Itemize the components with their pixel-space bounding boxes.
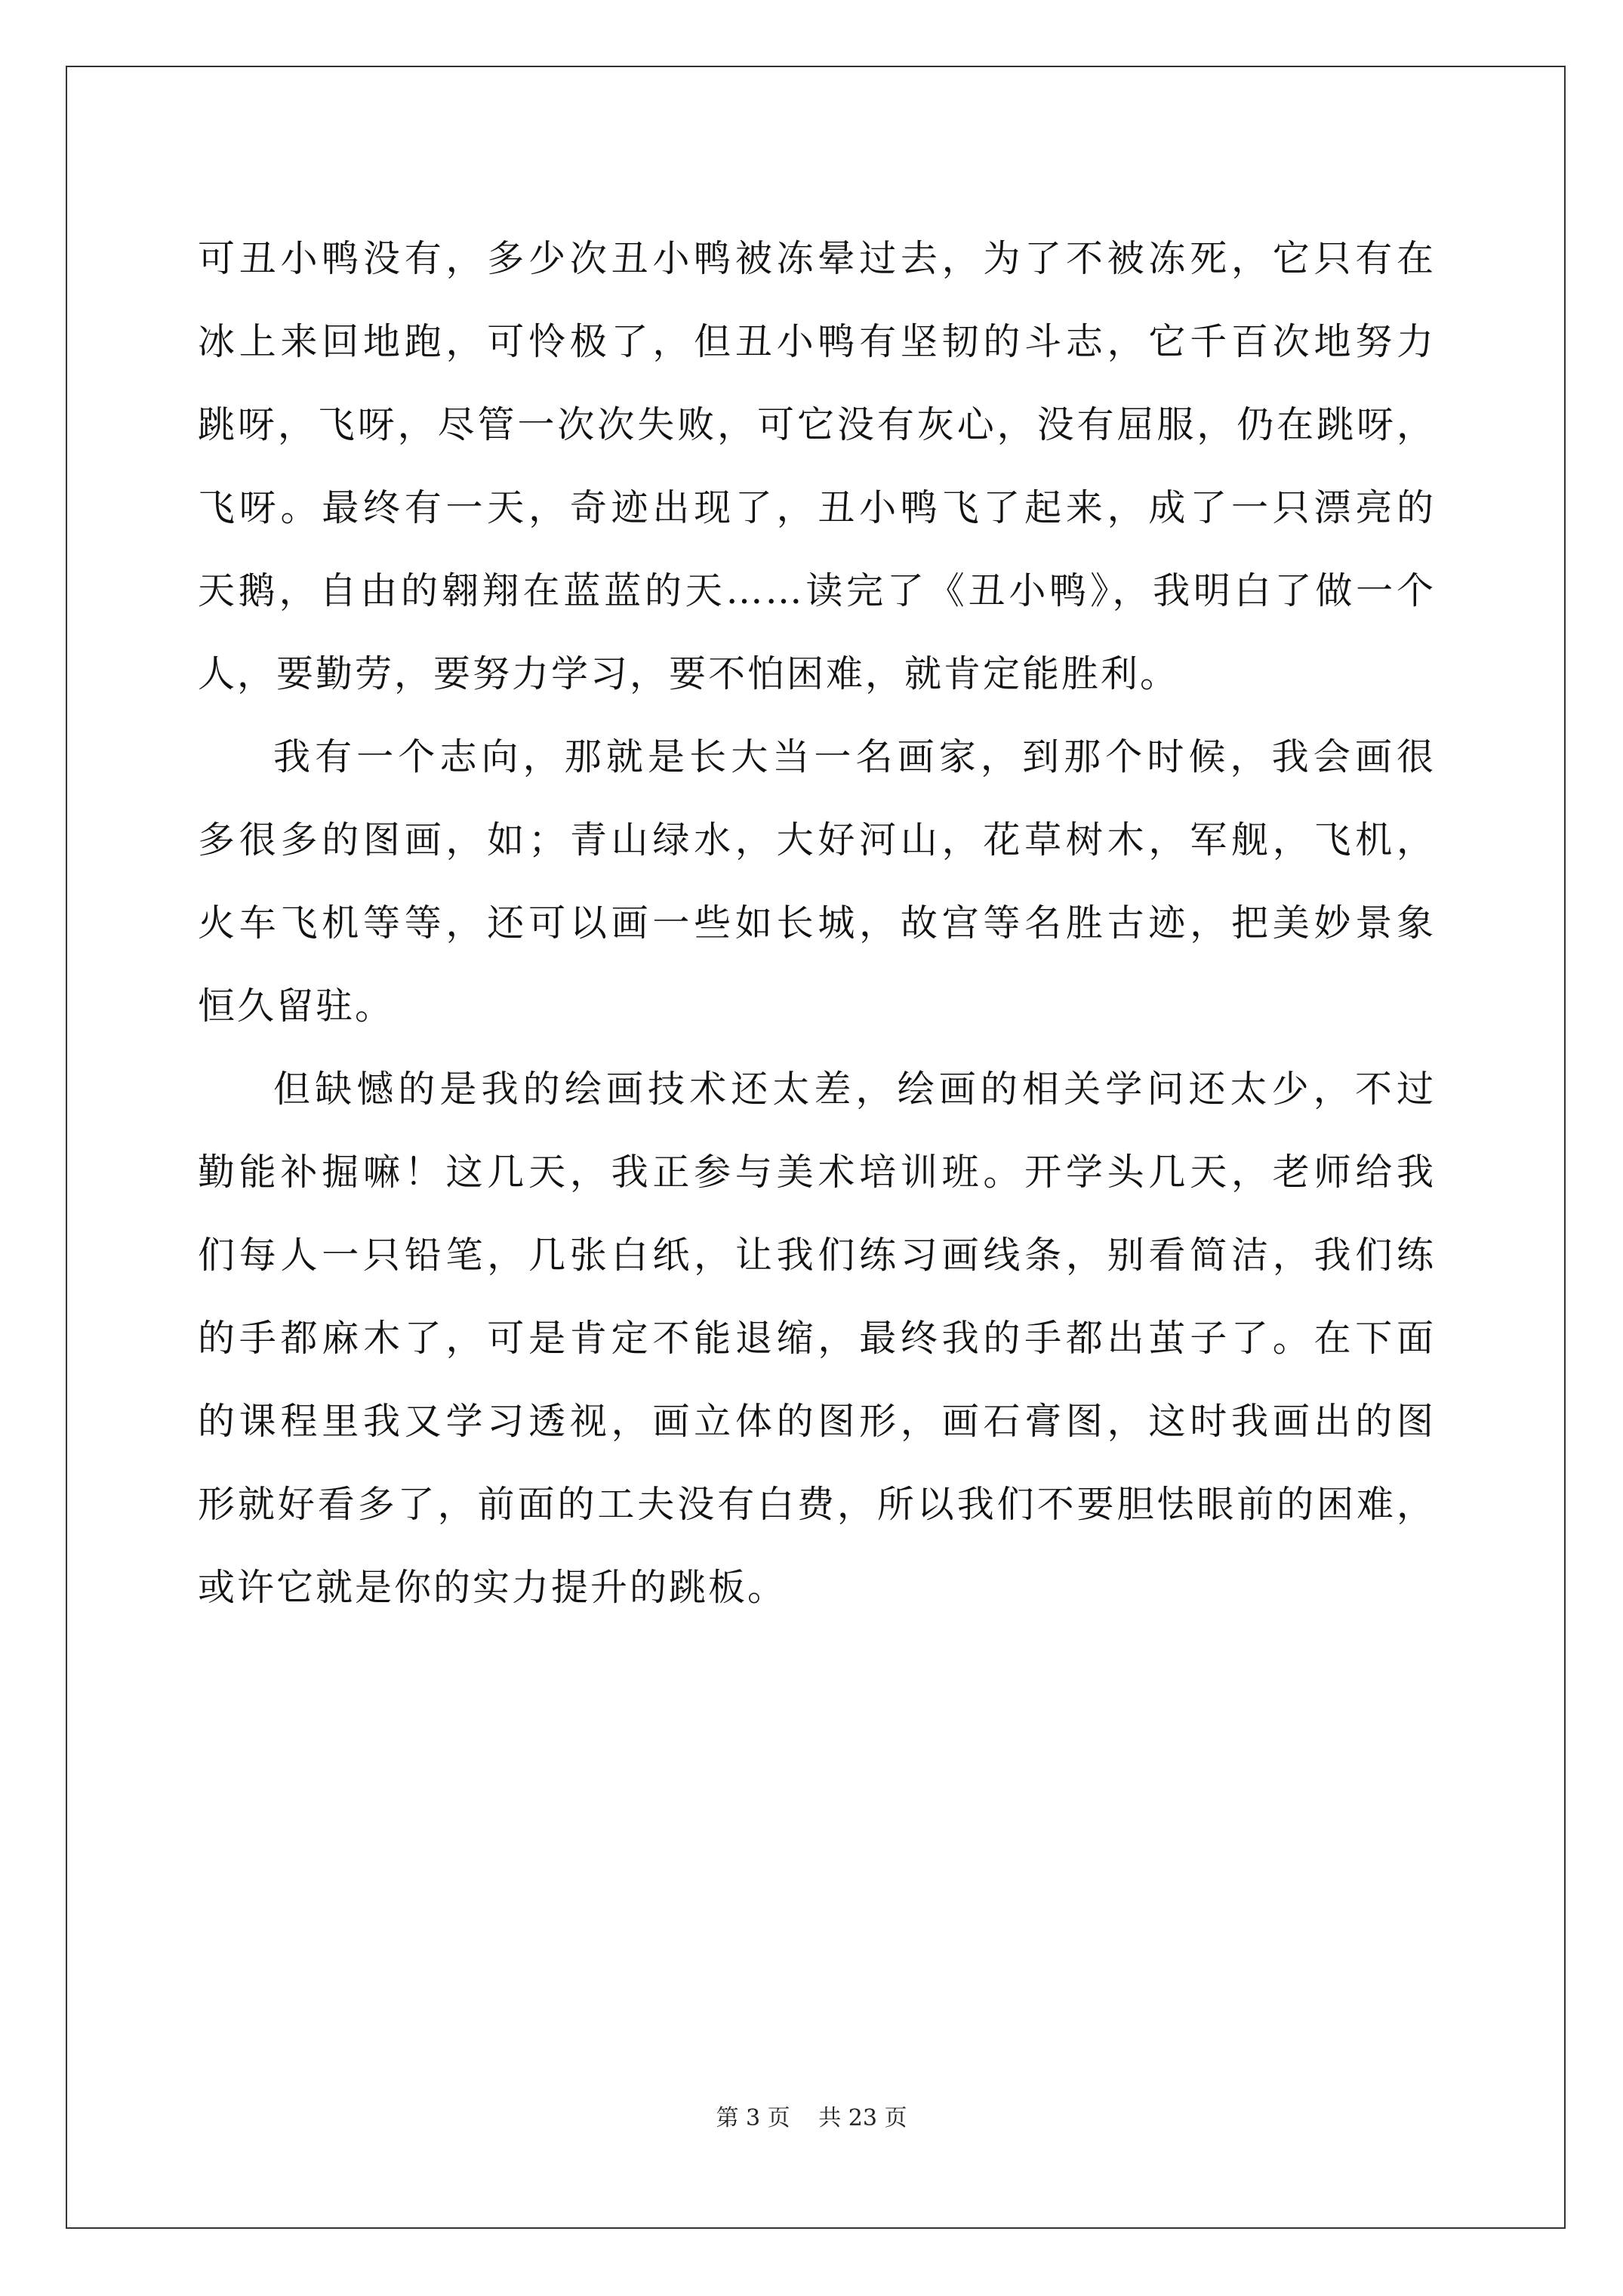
text-line: 或许它就是你的实力提升的跳板。 xyxy=(198,1566,787,1609)
text-line: 恒久留驻。 xyxy=(198,985,395,1028)
text-line: 火车飞机等等，还可以画一些如长城，故宫等名胜古迹，把美妙景象 xyxy=(198,901,1436,945)
text-line: 的手都麻木了，可是肯定不能退缩，最终我的手都出茧子了。在下面 xyxy=(198,1317,1436,1360)
text-line: 们每人一只铅笔，几张白纸，让我们练习画线条，别看简洁，我们练 xyxy=(198,1234,1436,1277)
document-body xyxy=(198,217,1436,1629)
text-line: 可丑小鸭没有，多少次丑小鸭被冻晕过去，为了不被冻死，它只有在 xyxy=(198,237,1436,280)
text-line: 跳呀，飞呀，尽管一次次失败，可它没有灰心，没有屈服，仍在跳呀， xyxy=(198,403,1436,446)
text-line: 人，要勤劳，要努力学习，要不怕困难，就肯定能胜利。 xyxy=(198,652,1180,695)
text-line: 但缺憾的是我的绘画技术还太差，绘画的相关学问还太少，不过 xyxy=(273,1068,1436,1111)
text-line: 勤能补掘嘛！这几天，我正参与美术培训班。开学头几天，老师给我 xyxy=(198,1151,1436,1194)
paragraph-3 xyxy=(198,1048,1436,1629)
page-number: 第 3 页 xyxy=(716,2105,790,2131)
text-line: 飞呀。最终有一天，奇迹出现了，丑小鸭飞了起来，成了一只漂亮的 xyxy=(198,486,1436,529)
text-line: 我有一个志向，那就是长大当一名画家，到那个时候，我会画很 xyxy=(273,735,1436,778)
text-line: 冰上来回地跑，可怜极了，但丑小鸭有坚韧的斗志，它千百次地努力 xyxy=(198,320,1436,363)
page-total: 共 23 页 xyxy=(818,2105,907,2131)
paragraph-1 xyxy=(198,217,1436,716)
text-line: 天鹅，自由的翱翔在蓝蓝的天……读完了《丑小鸭》，我明白了做一个 xyxy=(198,569,1436,612)
paragraph-2 xyxy=(198,716,1436,1048)
text-line: 的课程里我又学习透视，画立体的图形，画石膏图，这时我画出的图 xyxy=(198,1400,1436,1443)
page-footer xyxy=(0,2099,1623,2132)
text-line: 多很多的图画，如；青山绿水，大好河山，花草树木，军舰，飞机， xyxy=(198,818,1436,861)
text-line: 形就好看多了，前面的工夫没有白费，所以我们不要胆怯眼前的困难， xyxy=(198,1483,1436,1526)
